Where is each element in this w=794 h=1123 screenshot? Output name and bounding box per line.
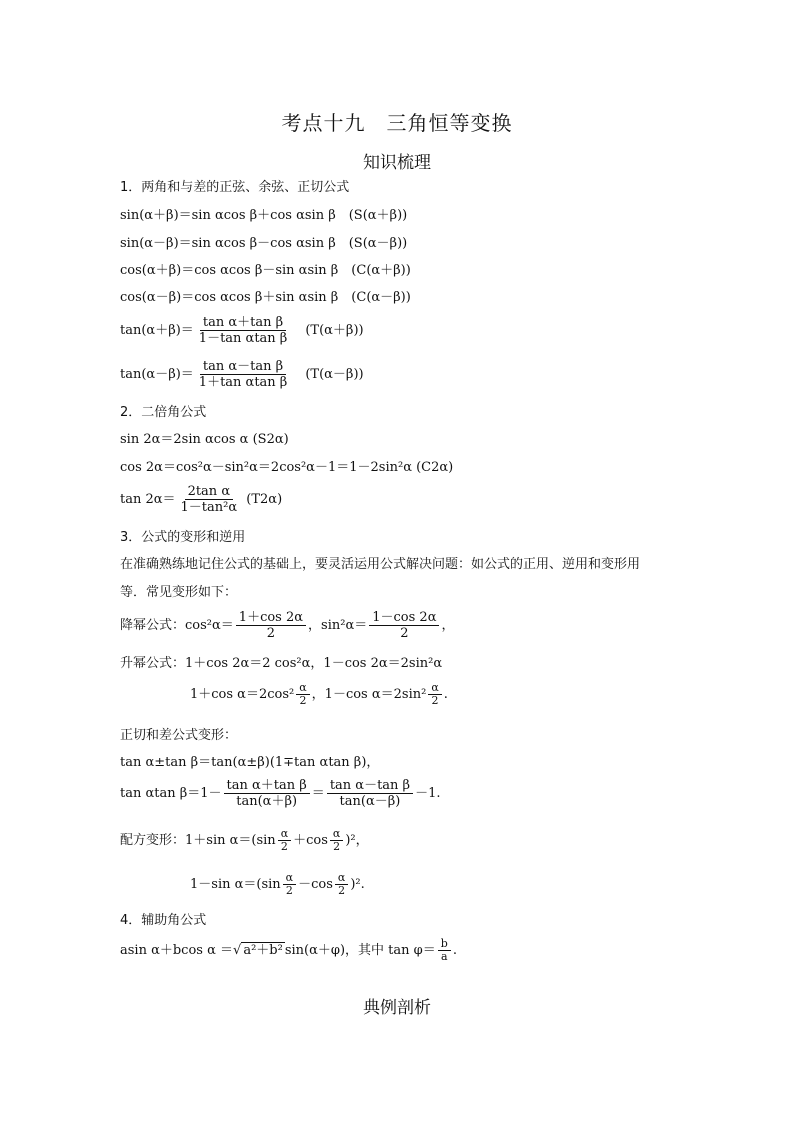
formula-tan-sum-diff: tan α±tan β＝tan(α±β)(1∓tan αtan β)， [120,755,380,770]
formula-sin-minus: sin(α－β)＝sin αcos β－cos αsin β (S(α－β)) [120,236,408,251]
paragraph-line-1: 在准确熟练地记住公式的基础上，要灵活运用公式解决问题：如公式的正用、逆用和变形用 [120,557,641,572]
sqrt-sign: √ a²＋b² [233,943,283,958]
heading-tan-sum-variation: 正切和差公式变形： [120,728,238,743]
formula-completing-square-2: 1－sin α＝(sin $\frac{\alpha}{2}$ －cos $\frac{\alpha}{2}$ )². [190,871,365,897]
formula-auxiliary-angle: asin α＋bcos α ＝√ a²＋b² sin(α＋φ)，其中 tan φ＝ $\frac{b}{a}$ . [120,937,457,963]
formula-sin-2a: sin 2α＝2sin αcos α (S2α) [120,432,289,447]
heading-double-angle: 2．二倍角公式 [120,405,207,420]
heading-transform: 3．公式的变形和逆用 [120,530,246,545]
section-heading-examples: 典例剖析 [363,998,431,1018]
formula-cos-2a: cos 2α＝cos²α－sin²α＝2cos²α－1＝1－2sin²α (C2α) [120,460,454,475]
heading-auxiliary-angle: 4．辅助角公式 [120,913,207,928]
section-heading-knowledge: 知识梳理 [363,153,431,173]
formula-power-raise-half: 1＋cos α＝2cos² $\frac{\alpha}{2}$ ，1－cos α＝2sin² $\frac{\alpha}{2}$ . [190,681,448,707]
formula-completing-square-1: 配方变形：1＋sin α＝(sin $\frac{\alpha}{2}$ ＋cos $\frac{\alpha}{2}$ )²， [120,827,369,853]
formula-sin-plus: sin(α＋β)＝sin αcos β＋cos αsin β (S(α＋β)) [120,208,408,223]
page-title: 考点十九 三角恒等变换 [281,111,513,135]
formula-tan-plus: tan(α＋β)＝ $\frac{\text{tan α＋tan β}}{\text{1－tan αtan β}}$ (T(α＋β)) [120,315,364,346]
formula-tan-product: tan αtan β＝1－ $\frac{\text{tan α＋tan β}}{\tan(\alpha+\beta)}$ ＝ $\frac{\text{tan α－tan β}}{\tan(\alpha-\beta)}$ －1. [120,778,441,809]
formula-power-raise: 升幂公式：1＋cos 2α＝2 cos²α，1－cos 2α＝2sin²α [120,656,443,671]
formula-tan-minus: tan(α－β)＝ $\frac{\text{tan α－tan β}}{\text{1＋tan αtan β}}$ (T(α－β)) [120,359,364,390]
formula-cos-minus: cos(α－β)＝cos αcos β＋sin αsin β (C(α－β)) [120,290,411,305]
heading-sum-difference: 1．两角和与差的正弦、余弦、正切公式 [120,180,350,195]
formula-cos-plus: cos(α＋β)＝cos αcos β－sin αsin β (C(α＋β)) [120,263,411,278]
paragraph-line-2: 等．常见变形如下： [120,585,238,600]
formula-power-reduction: 降幂公式：cos²α＝ $\frac{1+\cos 2\alpha}{2}$ ，sin²α＝ $\frac{1-\cos 2\alpha}{2}$ ， [120,610,455,641]
formula-tan-2a: tan 2α＝ $\frac{\text{2tan α}}{\text{1－tan²α}}$ (T2α) [120,484,283,515]
